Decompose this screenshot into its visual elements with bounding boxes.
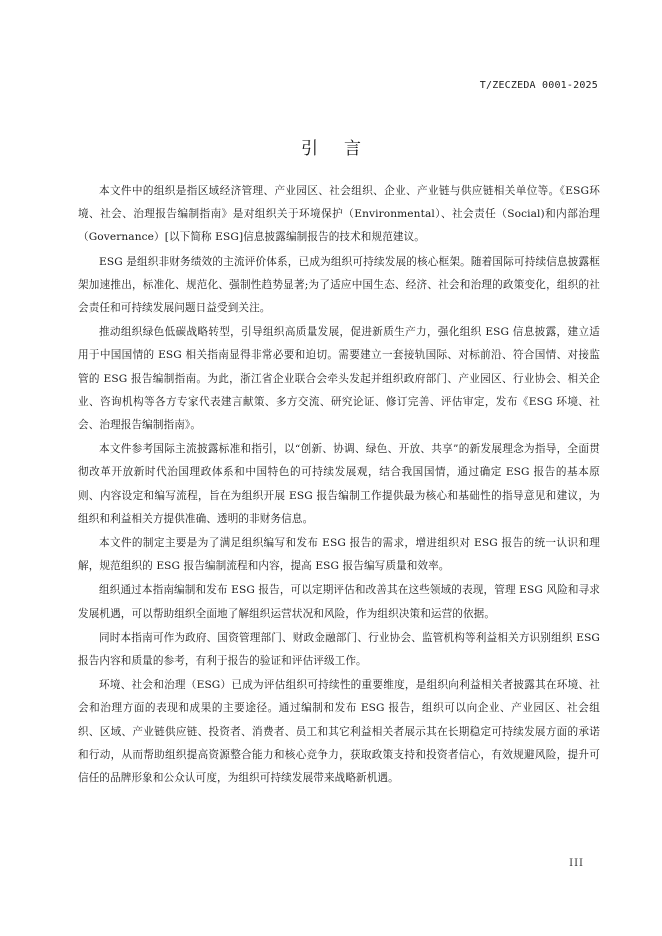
paragraph-1: 本文件中的组织是指区域经济管理、产业园区、社会组织、企业、产业链与供应链相关单位等。《ESG环境、社会、治理报告编制指南》是对组织关于环境保护（Environmental）、社会责任（Social)和内部治理（Governance）[以下简称 ESG]信息披露编制报告的技术和规范建议。 — [78, 185, 600, 244]
page-title: 引言 — [301, 139, 387, 159]
paragraph-3: 推动组织绿色低碳战略转型，引导组织高质量发展，促进新质生产力，强化组织 ESG 信息披露，建立适用于中国国情的 ESG 相关指南显得非常必要和迫切。需要建立一套接轨国际、对标前沿、符合国情、对接监管的 ESG 报告编制指南。为此，浙江省企业联合会牵头发起并组织政府部门、产业园区、行业协会、相关企业、咨询机构等各方专家代表建言献策、多方交流、研究论证、修订完善、评估审定，发布《ESG 环境、社会、治理报告编制指南》。 — [78, 326, 600, 432]
paragraph-4: 本文件参考国际主流披露标准和指引，以“创新、协调、绿色、开放、共享”的新发展理念为指导，全面贯彻改革开放新时代治国理政体系和中国特色的可持续发展观，结合我国国情，通过确定 ESG 报告的基本原则、内容设定和编写流程，旨在为组织开展 ESG 报告编制工作提供最为核心和基础性的指导意见和建议，为组织和利益相关方提供准确、透明的非财务信息。 — [78, 443, 600, 525]
document-number: T/ZECZEDA 0001-2025 — [479, 80, 598, 91]
page-number: III — [569, 858, 584, 869]
introduction-body — [78, 180, 600, 791]
paragraph-6: 组织通过本指南编制和发布 ESG 报告，可以定期评估和改善其在这些领域的表现，管理 ESG 风险和寻求发展机遇，可以帮助组织全面地了解组织运营状况和风险，作为组织决策和运营的依据。 — [78, 584, 600, 620]
paragraph-8: 环境、社会和治理（ESG）已成为评估组织可持续性的重要维度，是组织向利益相关者披露其在环境、社会和治理方面的表现和成果的主要途径。通过编制和发布 ESG 报告，组织可以向企业、产业园区、社会组织、区域、产业链供应链、投资者、消费者、员工和其它利益相关者展示其在长期稳定可持续发展方面的承诺和行动，从而帮助组织提高资源整合能力和核心竞争力，获取政策支持和投资者信心，有效规避风险，提升可信任的品牌形象和公众认可度，为组织可持续发展带来战略新机遇。 — [78, 679, 600, 785]
paragraph-2: ESG 是组织非财务绩效的主流评价体系，已成为组织可持续发展的核心框架。随着国际可持续信息披露框架加速推出，标准化、规范化、强制性趋势显著;为了适应中国生态、经济、社会和治理的政策变化，组织的社会责任和可持续发展问题日益受到关注。 — [78, 255, 600, 315]
paragraph-5: 本文件的制定主要是为了满足组织编写和发布 ESG 报告的需求，增进组织对 ESG 报告的统一认识和理解，规范组织的 ESG 报告编制流程和内容，提高 ESG 报告编写质量和效率。 — [78, 537, 600, 573]
paragraph-7: 同时本指南可作为政府、国资管理部门、财政金融部门、行业协会、监管机构等利益相关方识别组织 ESG 报告内容和质量的参考，有利于报告的验证和评估评级工作。 — [78, 631, 600, 668]
